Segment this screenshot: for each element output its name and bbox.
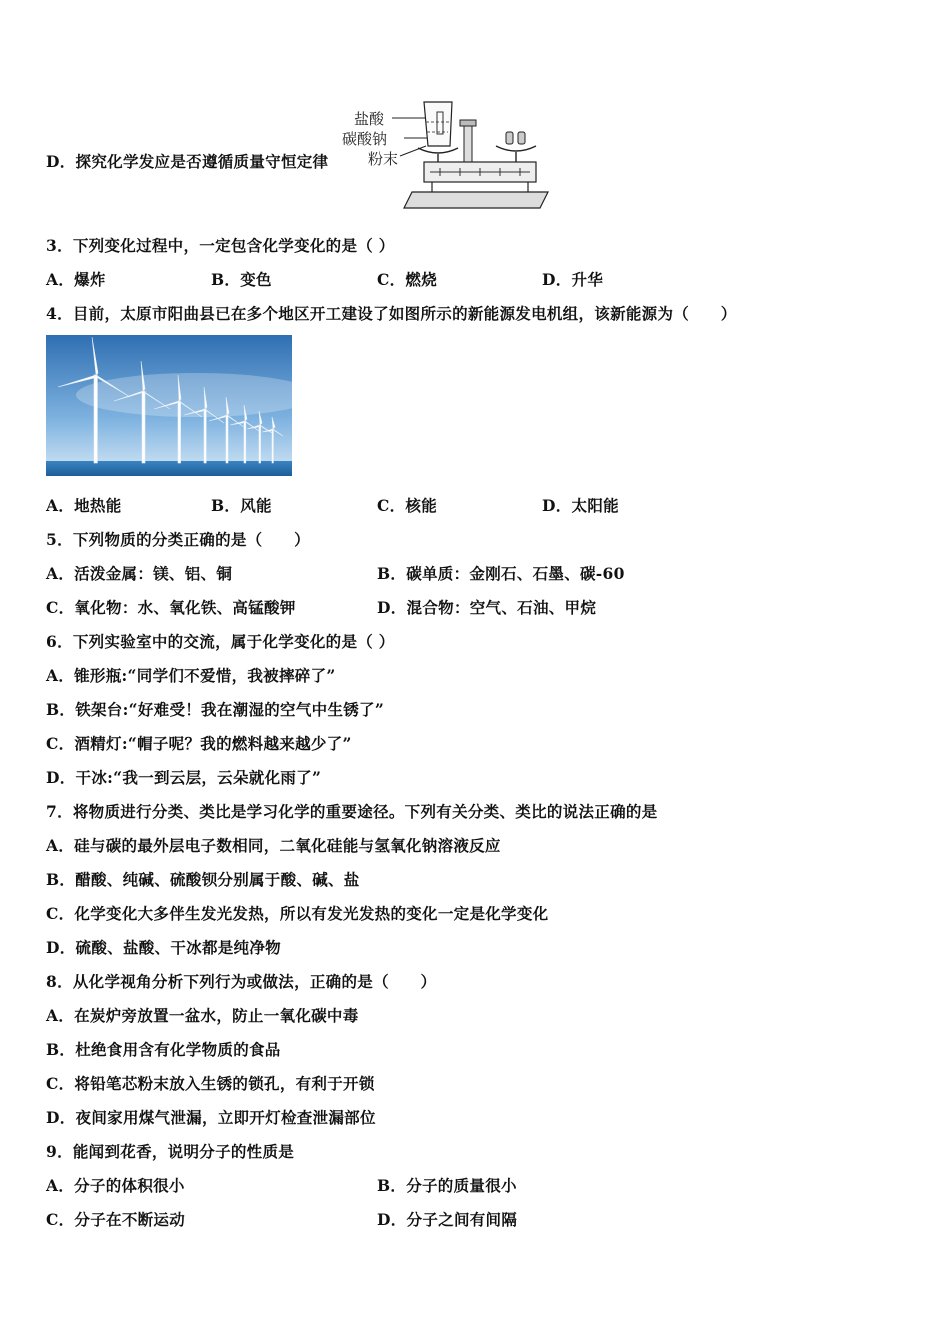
q3-option-c: C．燃烧 — [377, 270, 438, 289]
q7-option-b: B．醋酸、纯碱、硫酸钡分别属于酸、碱、盐 — [46, 870, 360, 889]
q4-option-d: D．太阳能 — [542, 496, 619, 515]
q6-option-c: C．酒精灯:“帽子呢？我的燃料越来越少了” — [46, 734, 352, 753]
q6-stem: 6．下列实验室中的交流，属于化学变化的是（ ） — [46, 632, 395, 651]
q5-stem: 5．下列物质的分类正确的是（ ） — [46, 530, 310, 549]
q8-stem: 8．从化学视角分析下列行为或做法，正确的是（ ） — [46, 972, 437, 991]
q5-option-c: C．氧化物：水、氧化铁、高锰酸钾 — [46, 598, 296, 617]
q8-option-a: A．在炭炉旁放置一盆水，防止一氧化碳中毒 — [46, 1006, 359, 1025]
q3-option-b: B．变色 — [211, 270, 272, 289]
q3-option-d: D．升华 — [542, 270, 604, 289]
q4-option-a: A．地热能 — [46, 496, 122, 515]
q9-stem: 9．能闻到花香，说明分子的性质是 — [46, 1142, 295, 1161]
wind-turbines-image — [46, 335, 292, 476]
q8-option-c: C．将铅笔芯粉末放入生锈的锁孔，有利于开锁 — [46, 1074, 375, 1093]
label-sodium-carbonate: 碳酸钠 — [342, 130, 388, 148]
q6-option-a: A．锥形瓶:“同学们不爱惜，我被摔碎了” — [46, 666, 336, 685]
q5-option-a: A．活泼金属：镁、铝、铜 — [46, 564, 233, 583]
q9-option-b: B．分子的质量很小 — [377, 1176, 517, 1195]
q6-option-b: B．铁架台:“好难受！我在潮湿的空气中生锈了” — [46, 700, 385, 719]
q9-option-c: C．分子在不断运动 — [46, 1210, 186, 1229]
q5-option-b: B．碳单质：金刚石、石墨、碳-60 — [377, 564, 625, 583]
label-hydrochloric-acid: 盐酸 — [354, 110, 385, 128]
q8-option-b: B．杜绝食用含有化学物质的食品 — [46, 1040, 281, 1059]
label-powder: 粉末 — [368, 150, 399, 168]
balance-figure — [340, 96, 550, 216]
q7-stem: 7．将物质进行分类、类比是学习化学的重要途径。下列有关分类、类比的说法正确的是 — [46, 802, 658, 821]
q5-option-d: D．混合物：空气、石油、甲烷 — [377, 598, 597, 617]
q8-option-d: D．夜间家用煤气泄漏，立即开灯检查泄漏部位 — [46, 1108, 376, 1127]
balance-drawing — [340, 96, 550, 216]
q4-option-b: B．风能 — [211, 496, 272, 515]
q7-option-a: A．硅与碳的最外层电子数相同，二氧化硅能与氢氧化钠溶液反应 — [46, 836, 501, 855]
q9-option-d: D．分子之间有间隔 — [377, 1210, 518, 1229]
wind-turbines-drawing — [46, 335, 292, 476]
q4-option-c: C．核能 — [377, 496, 438, 515]
q2-option-d: D．探究化学发应是否遵循质量守恒定律 — [46, 152, 329, 171]
q6-option-d: D．干冰:“我一到云层，云朵就化雨了” — [46, 768, 322, 787]
q3-stem: 3．下列变化过程中，一定包含化学变化的是（ ） — [46, 236, 395, 255]
q9-option-a: A．分子的体积很小 — [46, 1176, 185, 1195]
q7-option-c: C．化学变化大多伴生发光发热，所以有发光发热的变化一定是化学变化 — [46, 904, 549, 923]
q3-option-a: A．爆炸 — [46, 270, 106, 289]
q4-stem: 4．目前，太原市阳曲县已在多个地区开工建设了如图所示的新能源发电机组，该新能源为（ ） — [46, 304, 737, 323]
q7-option-d: D．硫酸、盐酸、干冰都是纯净物 — [46, 938, 281, 957]
